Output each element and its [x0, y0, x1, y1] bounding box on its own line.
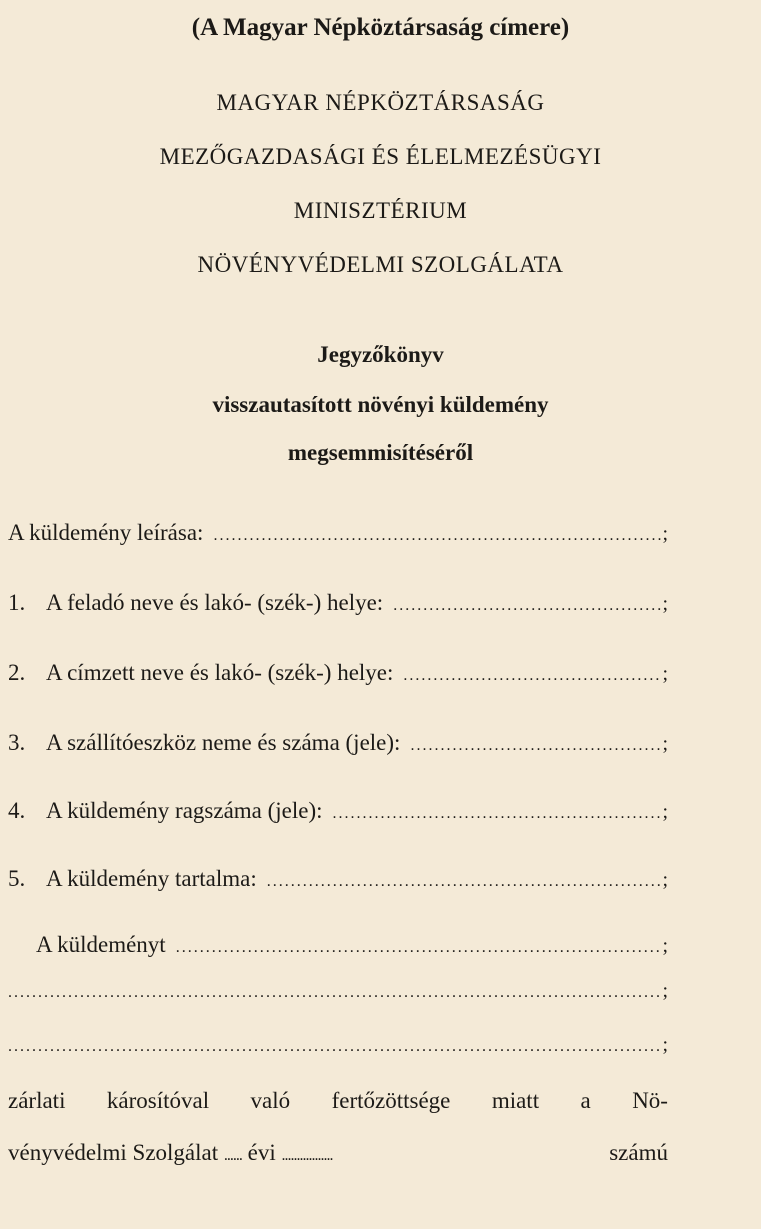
document-subtitle-2: megsemmisítéséről	[287, 440, 474, 465]
fill-in-dots	[333, 805, 663, 823]
paragraph-line-1: zárlati károsítóval való fertőzöttsége miatt a Nö-	[8, 1088, 668, 1113]
item-number: 3.	[8, 730, 26, 755]
fill-in-dots	[8, 1038, 662, 1056]
description-label: A küldemény leírása:	[8, 520, 204, 545]
shipment-label: A küldeményt	[36, 932, 166, 957]
document-subtitle-1: visszautasított növényi küldemény	[212, 392, 549, 417]
fill-in-dots	[267, 873, 663, 891]
description-field: A küldemény leírása: . . . ;	[8, 520, 668, 554]
tag-number-label: A küldemény ragszáma (jele):	[46, 798, 323, 823]
fill-in-dots	[393, 597, 662, 615]
blank-line-2: . . . ;	[8, 1034, 668, 1068]
fill-in-dots	[403, 667, 662, 685]
contents-label: A küldemény tartalma:	[46, 866, 257, 891]
org-line-4: NÖVÉNYVÉDELMI SZOLGÁLATA	[197, 252, 564, 277]
document-title: Jegyzőkönyv	[317, 342, 444, 367]
recipient-field: 2. A címzett neve és lakó- (szék-) helye: . . . ;	[8, 660, 668, 694]
fill-in-dots	[176, 939, 663, 957]
coat-of-arms-note: (A Magyar Népköztársaság címere)	[191, 14, 570, 41]
fill-in-dots	[213, 527, 662, 545]
blank-line-1: . . . ;	[8, 980, 668, 1014]
shipment-field: A küldeményt . . . ;	[36, 932, 668, 966]
tag-number-field: 4. A küldemény ragszáma (jele): . . . ;	[8, 798, 668, 832]
item-number: 1.	[8, 590, 26, 615]
item-number: 2.	[8, 660, 26, 685]
recipient-label: A címzett neve és lakó- (szék-) helye:	[46, 660, 394, 685]
contents-field: 5. A küldemény tartalma: . . . ;	[8, 866, 668, 900]
transport-field: 3. A szállítóeszköz neme és száma (jele): . . . ;	[8, 730, 668, 764]
org-line-2: MEZŐGAZDASÁGI ÉS ÉLELMEZÉSÜGYI	[159, 144, 602, 169]
fill-in-dots	[410, 737, 662, 755]
item-number: 5.	[8, 866, 26, 891]
item-number: 4.	[8, 798, 26, 823]
transport-label: A szállítóeszköz neme és száma (jele):	[46, 730, 401, 755]
sender-label: A feladó neve és lakó- (szék-) helye:	[46, 590, 384, 615]
sender-field: 1. A feladó neve és lakó- (szék-) helye: . . . ;	[8, 590, 668, 624]
fill-in-dots	[8, 984, 662, 1002]
paragraph-line-2: vényvédelmi Szolgálat ...... évi ................. számú	[8, 1140, 668, 1165]
org-line-3: MINISZTÉRIUM	[293, 198, 468, 223]
org-line-1: MAGYAR NÉPKÖZTÁRSASÁG	[216, 90, 545, 115]
